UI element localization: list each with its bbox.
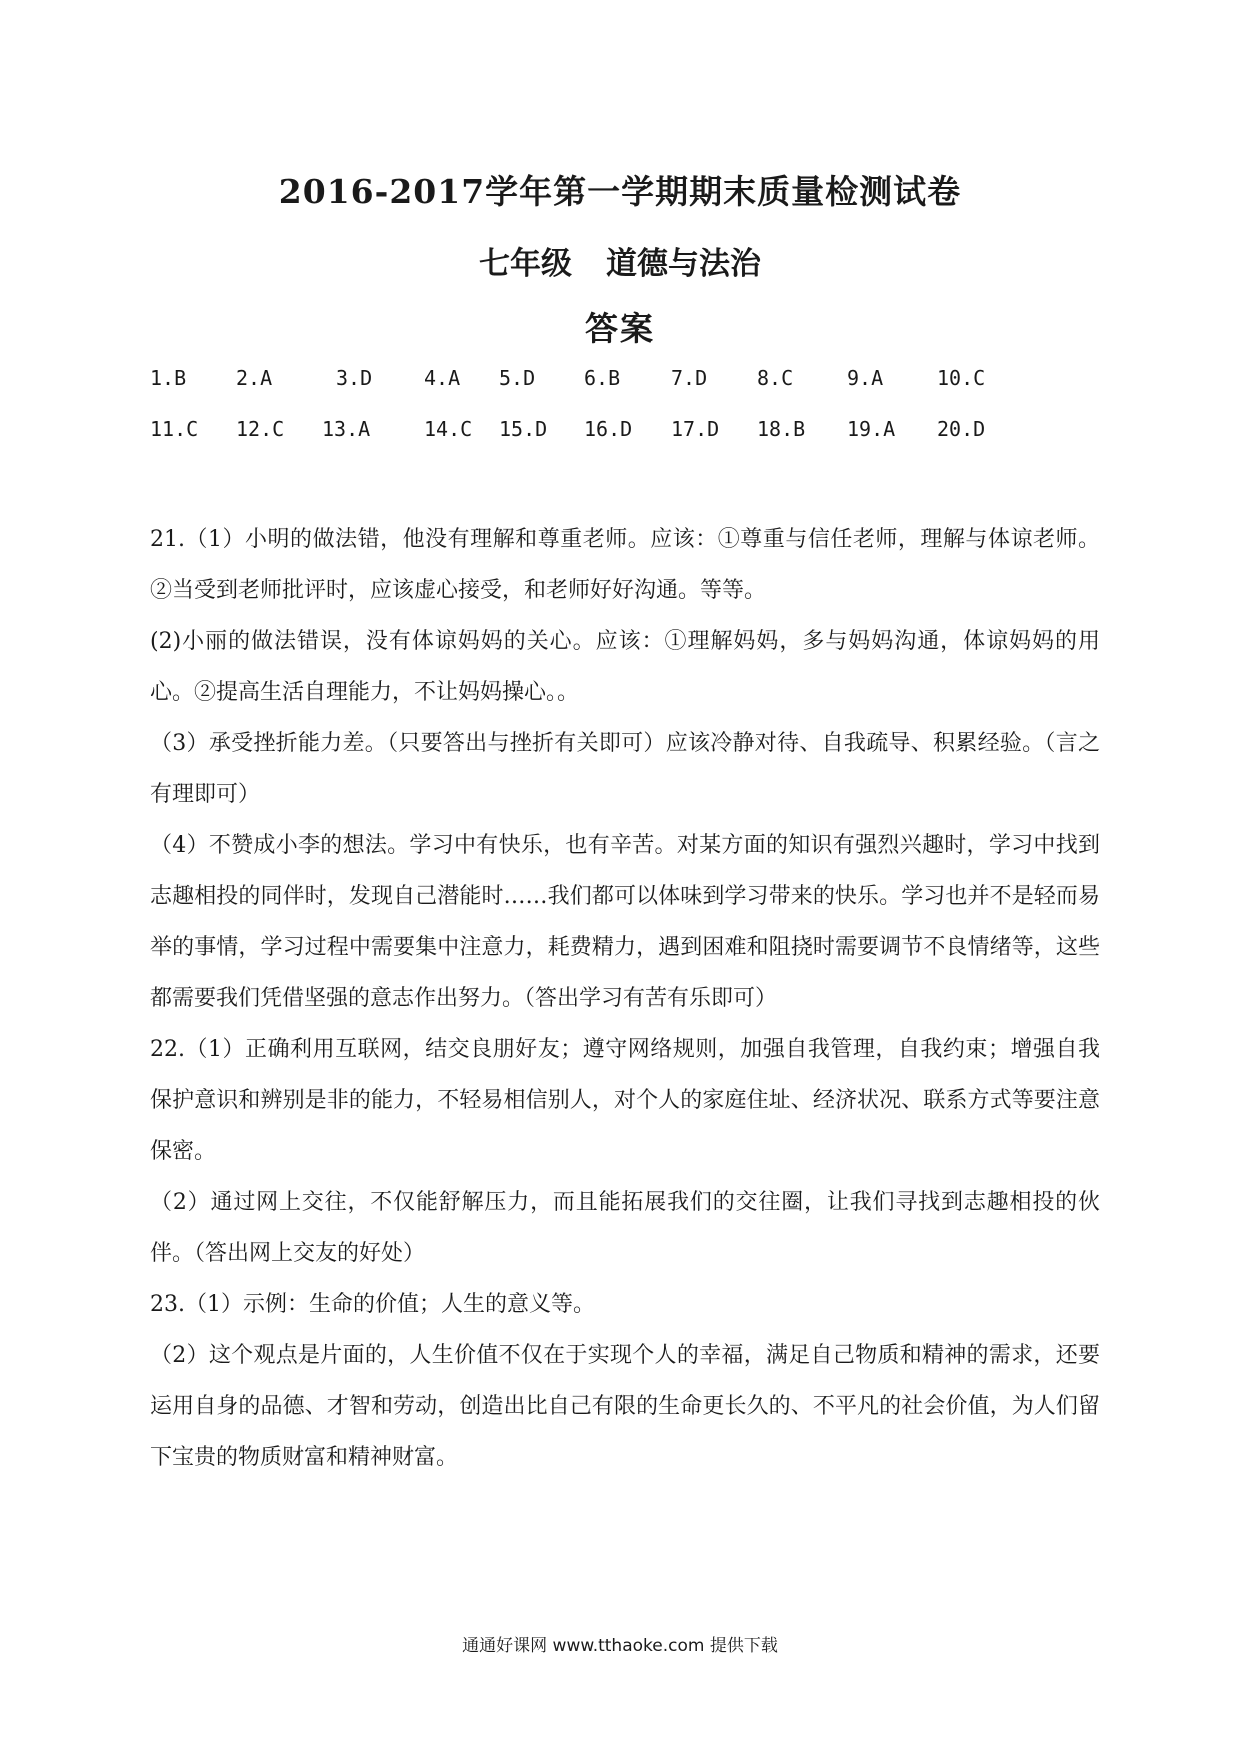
choice-answer: 16.D [584, 417, 633, 441]
grade-label: 七年级 [479, 246, 572, 282]
written-answers [150, 514, 1100, 1483]
answer-23-part-2: （2）这个观点是片面的，人生价值不仅在于实现个人的幸福，满足自己物质和精神的需求，还要运用自身的品德、才智和劳动，创造出比自己有限的生命更长久的、不平凡的社会价值，为人们留下宝贵的物质财富和精神财富。 [150, 1343, 1100, 1470]
choice-answers-row-1 [150, 366, 1110, 398]
choice-answer: 17.D [671, 417, 720, 441]
choice-answer: 5.D [499, 366, 536, 390]
grade-subject-line [0, 238, 1240, 283]
subject-label: 道德与法治 [606, 246, 761, 282]
choice-answer: 12.C [236, 417, 285, 441]
choice-answer: 14.C [424, 417, 473, 441]
choice-answer: 19.A [847, 417, 896, 441]
answer-21-part-3: （3）承受挫折能力差。（只要答出与挫折有关即可）应该冷静对待、自我疏导、积累经验。（言之有理即可） [150, 731, 1100, 807]
choice-answer: 2.A [236, 366, 273, 390]
answer-23-part-1: 23.（1）示例：生命的价值；人生的意义等。 [150, 1292, 595, 1317]
exam-title: 2016-2017学年第一学期期末质量检测试卷 [278, 172, 962, 211]
choice-answer: 11.C [150, 417, 199, 441]
choice-answer: 20.D [937, 417, 986, 441]
answer-21-part-4: （4）不赞成小李的想法。学习中有快乐，也有辛苦。对某方面的知识有强烈兴趣时，学习中找到志趣相投的同伴时，发现自己潜能时……我们都可以体味到学习带来的快乐。学习也并不是轻而易举的事情，学习过程中需要集中注意力，耗费精力，遇到困难和阻挠时需要调节不良情绪等，这些都需要我们凭借坚强的意志作出努力。（答出学习有苦有乐即可） [150, 833, 1100, 1011]
choice-answer: 15.D [499, 417, 548, 441]
choice-answer: 6.B [584, 366, 621, 390]
answer-22-part-2: （2）通过网上交往，不仅能舒解压力，而且能拓展我们的交往圈，让我们寻找到志趣相投的伙伴。（答出网上交友的好处） [150, 1190, 1100, 1266]
answer-21-part-2: (2)小丽的做法错误，没有体谅妈妈的关心。应该：①理解妈妈，多与妈妈沟通，体谅妈妈的用心。②提高生活自理能力，不让妈妈操心。。 [150, 629, 1100, 705]
choice-answer: 1.B [150, 366, 187, 390]
choice-answer: 7.D [671, 366, 708, 390]
choice-answer: 13.A [322, 417, 371, 441]
answer-heading: 答案 [585, 309, 655, 348]
choice-answer: 8.C [757, 366, 794, 390]
choice-answer: 9.A [847, 366, 884, 390]
choice-answers-row-2 [150, 417, 1110, 449]
answer-22-part-1: 22.（1）正确利用互联网，结交良朋好友；遵守网络规则，加强自我管理，自我约束；增强自我保护意识和辨别是非的能力，不轻易相信别人，对个人的家庭住址、经济状况、联系方式等要注意保密。 [150, 1037, 1100, 1164]
choice-answer: 10.C [937, 366, 986, 390]
choice-answer: 3.D [336, 366, 373, 390]
choice-answer: 4.A [424, 366, 461, 390]
choice-answer: 18.B [757, 417, 806, 441]
footer-source-line: 通通好课网 www.tthaoke.com 提供下载 [462, 1636, 778, 1656]
answer-21-part-1: 21.（1）小明的做法错，他没有理解和尊重老师。应该：①尊重与信任老师，理解与体谅老师。②当受到老师批评时，应该虚心接受，和老师好好沟通。等等。 [150, 527, 1100, 603]
